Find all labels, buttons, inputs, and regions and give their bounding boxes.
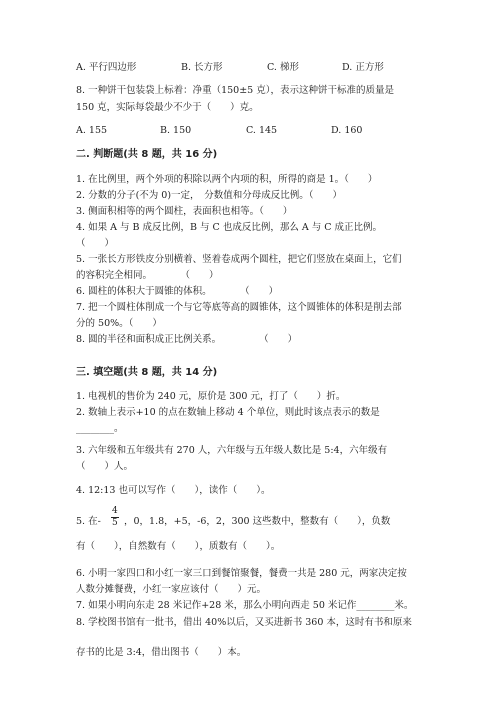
q7-option-a: A. 平行四边形 [76, 62, 137, 73]
judge-line-5b: 的容积完全相同。 （ ） [76, 270, 219, 281]
judge-line-6: 6. 圆柱的体积大于圆锥的体积。 （ ） [76, 286, 279, 297]
q8-option-a: A. 155 [76, 125, 108, 136]
judge-line-1: 1. 在比例里，两个外项的积除以两个内项的积，所得的商是 1。（ ） [76, 174, 378, 185]
fill-q6-line1: 6. 小明一家四口和小红一家三口到餐馆聚餐，餐费一共是 280 元，两家决定按 [76, 568, 407, 579]
judge-line-5: 5. 一张长方形铁皮分别横着、竖着卷成两个圆柱，把它们竖放在桌面上，它们 [76, 254, 402, 265]
judge-line-4b: （ ） [76, 238, 115, 249]
fill-q3-line2: （ ）人。 [76, 461, 134, 472]
fill-q6-line2: 人数分摊餐费，小红一家应该付（ ）元。 [76, 584, 267, 595]
fill-q8-line2: 存书的比是 3:4，借出图书（ ）本。 [76, 647, 247, 658]
fill-q3-line1: 3. 六年级和五年级共有 270 人，六年级与五年级人数比是 5:4，六年级有 [76, 445, 388, 456]
q8-line2: 150 克，实际每袋最少不少于（ ）克。 [76, 102, 259, 113]
q8-option-b: B. 150 [160, 125, 192, 136]
section-title-fill: 三. 填空题(共 8 题，共 14 分) [76, 367, 218, 378]
q7-option-b: B. 长方形 [181, 62, 223, 73]
judge-line-7: 7. 把一个圆柱体削成一个与它等底等高的圆锥体，这个圆锥体的体积是削去部 [76, 302, 402, 313]
judge-line-7b: 分的 50%。（ ） [76, 318, 162, 329]
fill-q1: 1. 电视机的售价为 240 元，原价是 300 元，打了（ ）折。 [76, 391, 346, 402]
judge-line-4: 4. 如果 A 与 B 成反比例，B 与 C 也成反比例，那么 A 与 C 成正比例。 [76, 222, 383, 233]
fill-q8-line1: 8. 学校图书馆有一批书，借出 40%以后，又买进新书 360 本，这时有书和原来 [76, 617, 412, 628]
fill-q5-rest: ，0，1.8，+5，-6，2，300 这些数中，整数有（ ），负数 [124, 516, 391, 527]
section-title-judgement: 二. 判断题(共 8 题，共 16 分) [76, 149, 218, 160]
q8-option-c: C. 145 [246, 125, 278, 136]
judge-line-3: 3. 侧面积相等的两个圆柱，表面积也相等。（ ） [76, 206, 293, 217]
q7-option-c: C. 梯形 [267, 62, 299, 73]
fraction-numerator: 4 [112, 506, 118, 516]
judge-line-8: 8. 圆的半径和面积成正比例关系。 （ ） [76, 334, 298, 345]
q8-line1: 8. 一种饼干包装袋上标着：净重（150±5 克），表示这种饼干标准的质量是 [76, 85, 394, 96]
fraction-denominator: 5 [112, 518, 118, 528]
fill-q4: 4. 12:13 也可以写作（ ），读作（ ）。 [76, 485, 271, 496]
q8-option-d: D. 160 [331, 125, 363, 136]
judge-line-2: 2. 分数的分子(不为 0)一定， 分数值和分母成反比例。（ ） [76, 190, 343, 201]
fill-q2-line2: ________。 [76, 423, 124, 434]
fill-q7: 7. 如果小明向东走 28 米记作+28 米，那么小明向西走 50 米记作________米。 [76, 600, 414, 611]
fill-q2-line1: 2. 数轴上表示+10 的点在数轴上移动 4 个单位，则此时该点表示的数是 [76, 407, 380, 418]
q7-option-d: D. 正方形 [342, 62, 384, 73]
fill-q5-line2: 有（ ），自然数有（ ），质数有（ ）。 [76, 541, 281, 552]
fraction-four-fifths [111, 506, 119, 529]
fill-q5-prefix: 5. 在- [76, 516, 101, 527]
